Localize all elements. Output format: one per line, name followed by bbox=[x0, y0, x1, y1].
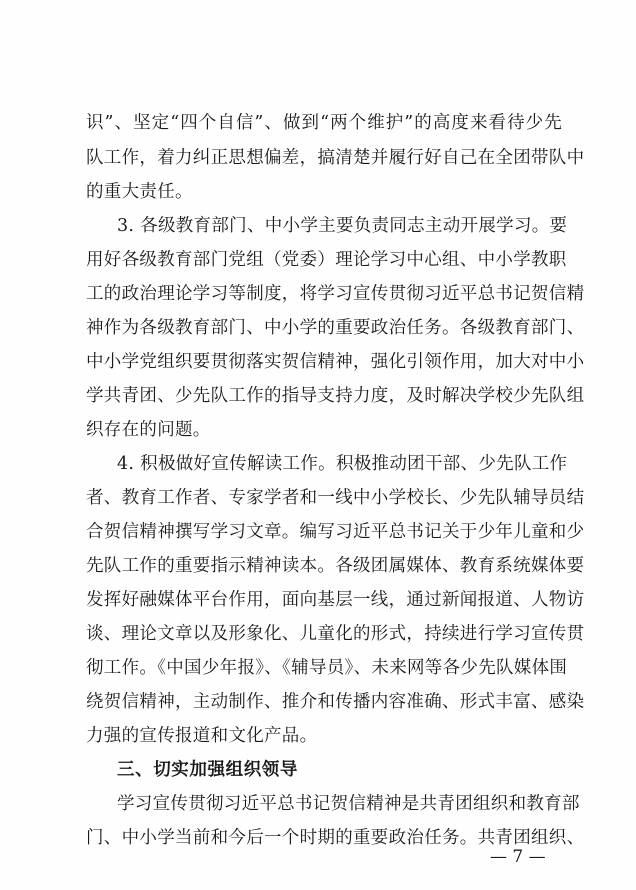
body-line: 的重大责任。 bbox=[86, 182, 193, 202]
body-line: 门、中小学当前和今后一个时期的重要政治任务。共青团组织、 bbox=[86, 828, 585, 848]
body-line: 工的政治理论学习等制度，将学习宣传贯彻习近平总书记贺信精 bbox=[86, 284, 585, 304]
body-line: 3. 各级教育部门、中小学主要负责同志主动开展学习。要 bbox=[117, 216, 568, 236]
body-line: 先队工作的重要指示精神读本。各级团属媒体、教育系统媒体要 bbox=[86, 556, 585, 576]
section-heading: 三、切实加强组织领导 bbox=[117, 760, 298, 780]
body-line: 彻工作。《中国少年报》、《辅导员》、未来网等各少先队媒体围 bbox=[86, 658, 568, 678]
body-line: 织存在的问题。 bbox=[86, 420, 211, 440]
body-line: 者、教育工作者、专家学者和一线中小学校长、少先队辅导员结 bbox=[86, 488, 585, 508]
body-line: 4. 积极做好宣传解读工作。积极推动团干部、少先队工作 bbox=[117, 454, 568, 474]
body-line: 识”、坚定“四个自信”、做到“两个维护”的高度来看待少先 bbox=[86, 113, 562, 133]
body-line: 中小学党组织要贯彻落实贺信精神，强化引领作用，加大对中小 bbox=[86, 352, 585, 372]
body-line: 学共青团、少先队工作的指导支持力度，及时解决学校少先队组 bbox=[86, 386, 585, 406]
body-line: 队工作，着力纠正思想偏差，搞清楚并履行好自己在全团带队中 bbox=[86, 148, 585, 168]
body-line: 神作为各级教育部门、中小学的重要政治任务。各级教育部门、 bbox=[86, 318, 585, 338]
body-line: 合贺信精神撰写学习文章。编写习近平总书记关于少年儿童和少 bbox=[86, 522, 585, 542]
body-line: 用好各级教育部门党组（党委）理论学习中心组、中小学教职 bbox=[86, 250, 567, 270]
body-line: 学习宣传贯彻习近平总书记贺信精神是共青团组织和教育部 bbox=[117, 794, 580, 814]
body-line: 谈、理论文章以及形象化、儿童化的形式，持续进行学习宣传贯 bbox=[86, 624, 585, 644]
body-line: 绕贺信精神，主动制作、推介和传播内容准确、形式丰富、感染 bbox=[86, 692, 585, 712]
body-line: 发挥好融媒体平台作用，面向基层一线，通过新闻报道、人物访 bbox=[86, 590, 585, 610]
body-line: 力强的宣传报道和文化产品。 bbox=[86, 726, 318, 746]
page-number: — 7 — bbox=[490, 847, 546, 867]
